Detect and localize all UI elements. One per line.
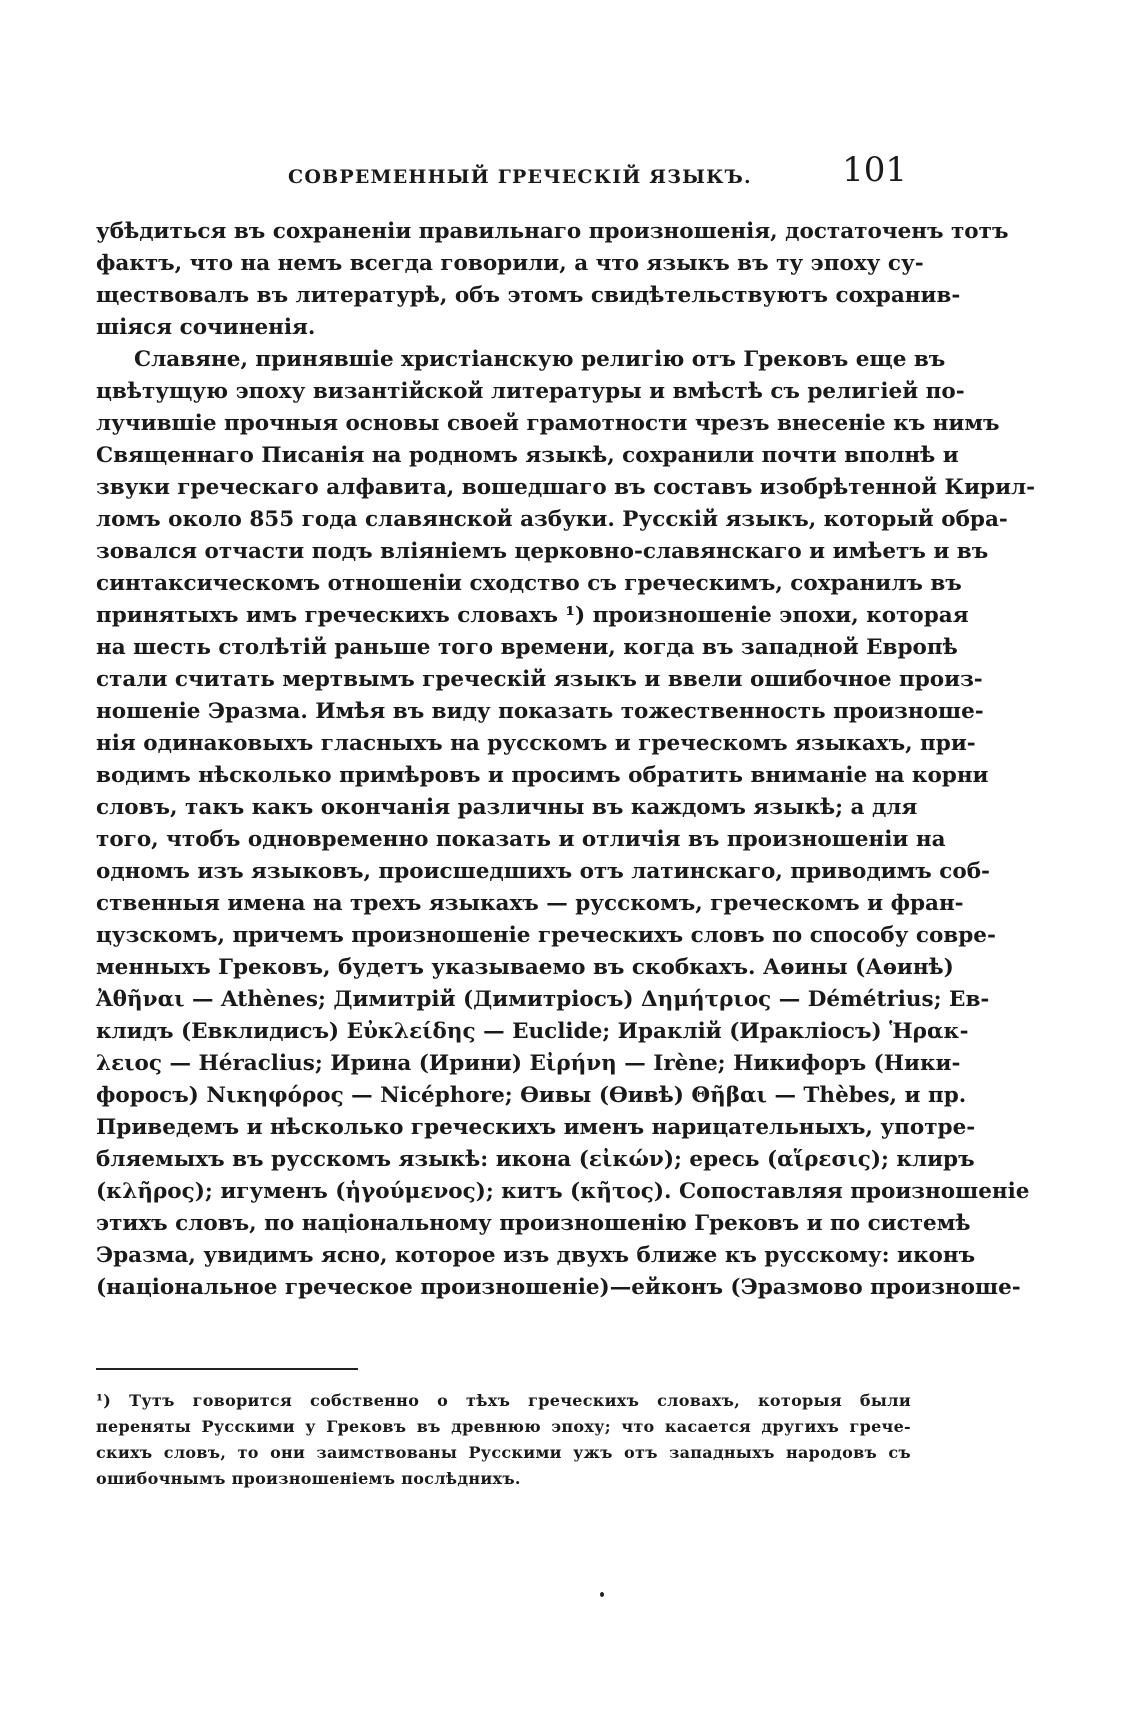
text-line: Священнаго Писанія на родномъ языкѣ, сохранили почти вполнѣ и — [96, 443, 959, 468]
text-line: этихъ словъ, по національному произношенію Грековъ и по системѣ — [96, 1211, 971, 1236]
text-line: менныхъ Грековъ, будетъ указываемо въ скобкахъ. Аѳины (Аѳинѣ) — [96, 955, 954, 980]
text-line: убѣдиться въ сохраненіи правильнаго произношенія, достаточенъ тотъ — [96, 219, 1009, 244]
footnote-line: ¹) Тутъ говорится собственно о тѣхъ греческихъ словахъ, которыя были — [96, 1391, 911, 1410]
text-line: нія одинаковыхъ гласныхъ на русскомъ и греческомъ языкахъ, при- — [96, 731, 976, 756]
footnote-line: переняты Русскими у Грековъ въ древнюю эпоху; что касается другихъ грече- — [96, 1417, 911, 1436]
paragraph-start-line: Славяне, принявшіе христіанскую религію отъ Грековъ еще въ — [134, 347, 946, 372]
text-line: лучившіе прочныя основы своей грамотности чрезъ внесеніе къ нимъ — [96, 411, 1000, 436]
footnote-line: ошибочнымъ произношеніемъ послѣднихъ. — [96, 1469, 521, 1488]
text-line: ношеніе Эразма. Имѣя въ виду показать тожественность произноше- — [96, 699, 984, 724]
text-line: водимъ нѣсколько примѣровъ и просимъ обратить вниманіе на корни — [96, 763, 989, 788]
text-line: словъ, такъ какъ окончанія различны въ каждомъ языкѣ; а для — [96, 795, 918, 820]
footnote — [96, 1388, 911, 1492]
text-line: ломъ около 855 года славянской азбуки. Русскій языкъ, который обра- — [96, 507, 1008, 532]
text-line: клидъ (Евклидисъ) Εὐκλείδης — Euclide; Ираклій (Ираклiосъ) Ἡρακ- — [96, 1019, 969, 1044]
text-line: (κλῆρος); игуменъ (ἡγούμενος); китъ (κῆτος). Сопоставляя произношеніе — [96, 1179, 1030, 1204]
text-line: Ἀθῆναι — Athènes; Димитрій (Димитріосъ) Δημήτριος — Démétrius; Ев- — [96, 987, 990, 1012]
running-title: СОВРЕМЕННЫЙ ГРЕЧЕСКІЙ ЯЗЫКЪ. — [288, 166, 752, 188]
text-line: принятыхъ имъ греческихъ словахъ ¹) произношеніе эпохи, которая — [96, 603, 969, 628]
text-line: того, чтобъ одновременно показать и отличія въ произношеніи на — [96, 827, 946, 852]
text-line: шіяся сочиненія. — [96, 315, 316, 340]
text-line: одномъ изъ языковъ, происшедшихъ отъ латинскаго, приводимъ соб- — [96, 859, 990, 884]
text-line: цузскомъ, причемъ произношеніе греческихъ словъ по способу совре- — [96, 923, 996, 948]
text-line: (національное греческое произношеніе)—ейконъ (Эразмово произноше- — [96, 1275, 1021, 1300]
text-line: бляемыхъ въ русскомъ языкѣ: икона (εἰκών); ересь (αἵρεσις); клиръ — [96, 1147, 975, 1172]
text-line: зовался отчасти подъ вліяніемъ церковно-славянскаго и имѣетъ и въ — [96, 539, 989, 564]
footnote-line: скихъ словъ, то они заимствованы Русскими ужъ отъ западныхъ народовъ съ — [96, 1443, 911, 1462]
text-line: ственныя имена на трехъ языкахъ — русскомъ, греческомъ и фран- — [96, 891, 964, 916]
text-line: λειος — Héraclius; Ирина (Ирини) Εἰρήνη — Irène; Никифоръ (Ники- — [96, 1051, 961, 1076]
page-number: 101 — [842, 150, 907, 190]
text-line: форосъ) Νικηφόρος — Nicéphore; Ѳивы (Ѳивѣ) Θῆβαι — Thèbes, и пр. — [96, 1083, 967, 1108]
text-line: синтаксическомъ отношеніи сходство съ греческимъ, сохранилъ въ — [96, 571, 962, 596]
text-line: ществовалъ въ литературѣ, объ этомъ свидѣтельствуютъ сохранив- — [96, 283, 961, 308]
page-header — [96, 150, 911, 198]
ink-speck — [600, 1592, 604, 1597]
text-line: стали считать мертвымъ греческій языкъ и ввели ошибочное произ- — [96, 667, 983, 692]
text-line: Приведемъ и нѣсколько греческихъ именъ нарицательныхъ, употре- — [96, 1115, 976, 1140]
text-line: звуки греческаго алфавита, вошедшаго въ составъ изобрѣтенной Кирил- — [96, 475, 1036, 500]
text-line: Эразма, увидимъ ясно, которое изъ двухъ ближе къ русскому: иконъ — [96, 1243, 976, 1268]
main-text — [96, 216, 1036, 1304]
text-line: на шесть столѣтій раньше того времени, когда въ западной Европѣ — [96, 635, 958, 660]
footnote-divider — [96, 1368, 358, 1370]
text-line: цвѣтущую эпоху византійской литературы и вмѣстѣ съ религіей по- — [96, 379, 965, 404]
text-line: фактъ, что на немъ всегда говорили, а что языкъ въ ту эпоху су- — [96, 251, 924, 276]
